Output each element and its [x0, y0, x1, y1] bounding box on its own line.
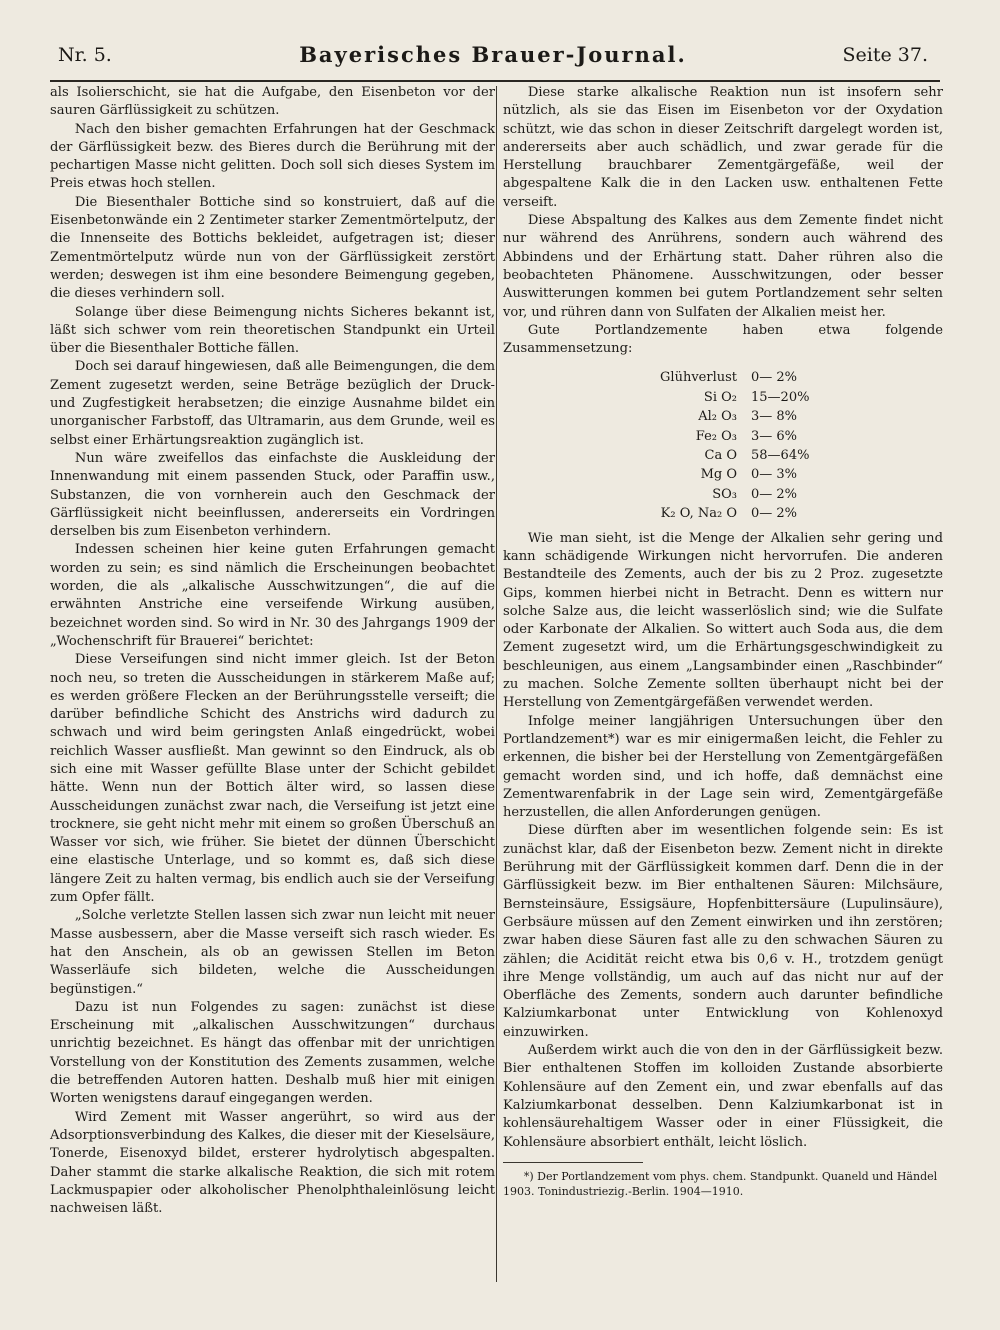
paragraph: „Solche verletzte Stellen lassen sich zwar nun leicht mit neuer Masse ausbessern, aber die Masse verseift sich rasch wieder. Es hat den Anschein, als ob an gewissen Stellen im Beton Wasserläufe sich bildeten, welche die Ausscheidungen begünstigen.“ [50, 908, 495, 997]
component-label: Fe₂ O₃ [695, 428, 737, 444]
component-label: Glühverlust [660, 370, 737, 386]
composition-row [653, 427, 809, 446]
paragraph: Doch sei darauf hingewiesen, daß alle Beimengungen, die dem Zement zugesetzt werden, seine Beträge bezüglich der Druck- und Zugfestigkeit herabsetzen; die einzige Ausnahme bildet ein unorganischer Farbstoff, das Ultramarin, aus dem Grunde, weil es selbst einer Erhärtungsreaktion zugänglich ist. [50, 359, 495, 448]
paragraph: Diese starke alkalische Reaktion nun ist insofern sehr nützlich, als sie das Eisen im Eisenbeton vor der Oxydation schützt, wie das schon in dieser Zeitschrift dargelegt worden ist, andererseits aber auch schädlich, und zwar gerade für die Herstellung brauchbarer Zementgärgefäße, weil der abgespaltene Kalk die in den Lacken usw. enthaltenen Fette verseift. [503, 85, 943, 210]
composition-row [653, 407, 809, 426]
component-range: 0— 2% [751, 506, 798, 522]
composition-row [653, 465, 809, 484]
footnote: *) Der Portlandzement vom phys. chem. Standpunkt. Quaneld und Händel 1903. Tonindustriezig.-Berlin. 1904—1910. [503, 1169, 938, 1198]
composition-row [653, 504, 809, 523]
paragraph: Solange über diese Beimengung nichts Sicheres bekannt ist, läßt sich schwer vom rein theoretischen Standpunkt ein Urteil über die Biesenthaler Bottiche fällen. [50, 304, 495, 357]
composition-row [653, 368, 809, 387]
composition-row [653, 446, 809, 465]
component-range: 3— 6% [751, 428, 798, 444]
component-range: 0— 2% [751, 370, 798, 386]
paragraph: Diese dürften aber im wesentlichen folgende sein: Es ist zunächst klar, daß der Eisenbeton bezw. Zement nicht in direkte Berührung mit der Gärflüssigkeit kommen darf. Denn die in der Gärflüssigkeit bezw. im Bier enthaltenen Säuren: Milchsäure, Bernsteinsäure, Essigsäure, Hopfenbittersäure (Lupulinsäure), Gerbsäure müssen auf den Zement einwirken und ihn zerstören; zwar haben diese Säuren fast alle zu den schwachen Säuren zu zählen; die Acidität reicht etwa bis 0,6 v. H., trotzdem genügt ihre Menge vollständig, um auch auf das nicht nur auf der Oberfläche des Zements, sondern auch darunter befindliche Kalziumkarbonat unter Entwicklung von Kohlenoxyd einzuwirken. [503, 823, 943, 1040]
composition-table [653, 368, 809, 523]
component-range: 3— 8% [751, 409, 798, 425]
component-label: Al₂ O₃ [698, 409, 737, 425]
paragraph: Nach den bisher gemachten Erfahrungen hat der Geschmack der Gärflüssigkeit bezw. des Bieres durch die Berührung mit der pechartigen Masse nicht gelitten. Doch soll sich dieses System im Preis etwas hoch stellen. [50, 121, 495, 192]
component-range: 58—64% [751, 448, 810, 464]
paragraph: als Isolierschicht, sie hat die Aufgabe, den Eisenbeton vor der sauren Gärflüssigkeit zu schützen. [50, 85, 495, 119]
component-label: Ca O [704, 448, 737, 464]
footnote-rule [503, 1162, 643, 1163]
paragraph: Wird Zement mit Wasser angerührt, so wird aus der Adsorptionsverbindung des Kalkes, die dieser mit der Kieselsäure, Tonerde, Eisenoxyd bildet, ersterer hydrolytisch abgespalten. Daher stammt die starke alkalische Reaktion, die sich mit rotem Lackmuspapier oder alkoholischer Phenolphthaleinlösung leicht nachweisen läßt. [50, 1109, 495, 1217]
paragraph: Wie man sieht, ist die Menge der Alkalien sehr gering und kann schädigende Wirkungen nicht hervorrufen. Die anderen Bestandteile des Zements, auch der bis zu 2 Proz. zugesetzte Gips, kommen hierbei nicht in Betracht. Denn es wittern nur solche Salze aus, die leicht wasserlöslich sind; wie die Sulfate oder Karbonate der Alkalien. So wittert auch Soda aus, die dem Zement zugesetzt wird, um die Erhärtungsgeschwindigkeit zu beschleunigen, aus einem „Langsambinder einen „Raschbinder“ zu machen. Solche Zemente sollten überhaupt nicht bei der Herstellung von Zementgärgefäßen verwendet werden. [503, 530, 943, 711]
component-label: SO₃ [712, 486, 737, 502]
page-header [58, 44, 928, 76]
paragraph: Nun wäre zweifellos das einfachste die Auskleidung der Innenwandung mit einem passenden Stuck, oder Paraffin usw., Substanzen, die von vornherein auch den Geschmack der Gärflüssigkeit nicht beeinflussen, andererseits ein Vordringen derselben bis zum Eisenbeton verhindern. [50, 450, 495, 540]
component-label: Mg O [700, 467, 737, 483]
component-range: 15—20% [751, 389, 810, 405]
issue-number: Nr. 5. [58, 44, 112, 66]
paragraph: Dazu ist nun Folgendes zu sagen: zunächst ist diese Erscheinung mit „alkalischen Ausschwitzungen“ durchaus unrichtig bezeichnet. Es hängt das offenbar mit der unrichtigen Vorstellung von der Konstitution des Zements zusammen, welche die betreffenden Autoren hatten. Deshalb muß hier mit einigen Worten wenigstens darauf eingegangen werden. [50, 999, 495, 1107]
paragraph: Außerdem wirkt auch die von den in der Gärflüssigkeit bezw. Bier enthaltenen Stoffen im kolloiden Zustande absorbierte Kohlensäure auf den Zement ein, und zwar ebenfalls auf das Kalziumkarbonat desselben. Denn Kalziumkarbonat ist in kohlensäurehaltigem Wasser oder in einer Flüssigkeit, die Kohlensäure absorbiert enthält, leicht löslich. [503, 1043, 943, 1150]
header-rule [50, 80, 940, 82]
composition-intro: Gute Portlandzemente haben etwa folgende Zusammensetzung: [503, 322, 943, 357]
component-label: Si O₂ [703, 389, 737, 405]
component-range: 0— 2% [751, 486, 798, 502]
left-column [50, 84, 495, 1218]
paragraph: Diese Verseifungen sind nicht immer gleich. Ist der Beton noch neu, so treten die Ausscheidungen in stärkerem Maße auf; es werden größere Flecken an der Berührungsstelle verseift; die darüber befindliche Schicht des Anstrichs wird dadurch zu schwach und wird beim geringsten Anlaß eingedrückt, wobei reichlich Wasser ausfließt. Man gewinnt so den Eindruck, als ob sich eine mit Wasser gefüllte Blase unter der Schicht gebildet hätte. Wenn nun der Bottich älter wird, so lassen diese Ausscheidungen zunächst zwar nach, die Verseifung ist jetzt eine trocknere, sie geht nicht mehr mit einem so großen Überschuß an Wasser vor sich, wie früher. Sie bietet der dünnen Überschicht eine elastische Unterlage, und so kommt es, daß sich diese längere Zeit zu halten vermag, bis endlich auch sie der Verseifung zum Opfer fällt. [50, 652, 495, 906]
component-label: K₂ O, Na₂ O [660, 506, 737, 522]
paragraph: Infolge meiner langjährigen Untersuchungen über den Portlandzement*) war es mir einigermaßen leicht, die Fehler zu erkennen, die bisher bei der Herstellung von Zementgärgefäßen gemacht worden sind, und ich hoffe, daß demnächst eine Zementwarenfabrik in der Lage sein wird, Zementgärgefäße herzustellen, die allen Anforderungen genügen. [503, 713, 943, 821]
composition-row [653, 388, 809, 407]
paragraph: Die Biesenthaler Bottiche sind so konstruiert, daß auf die Eisenbetonwände ein 2 Zentimeter starker Zementmörtelputz, der die Innenseite des Bottichs bekleidet, aufgetragen ist; dieser Zementmörtelputz würde nun von der Gärflüssigkeit zerstört werden; deswegen ist ihm eine besondere Beimengung gegeben, die dieses verhindern soll. [50, 194, 495, 302]
page-number: Seite 37. [842, 44, 928, 66]
journal-title: Bayerisches Brauer-Journal. [299, 42, 687, 67]
component-range: 0— 3% [751, 467, 798, 483]
column-divider [496, 86, 497, 1282]
paragraph: Indessen scheinen hier keine guten Erfahrungen gemacht worden zu sein; es sind nämlich die Erscheinungen beobachtet worden, die als „alkalische Ausschwitzungen“, die auf die erwähnten Anstriche eine verseifende Wirkung ausüben, bezeichnet worden sind. So wird in Nr. 30 des Jahrgangs 1909 der „Wochenschrift für Brauerei“ berichtet: [50, 542, 495, 649]
paragraph: Diese Abspaltung des Kalkes aus dem Zemente findet nicht nur während des Anrührens, sondern auch während des Abbindens und der Erhärtung statt. Daher rühren also die beobachteten Phänomene. Ausschwitzungen, oder besser Auswitterungen kommen bei gutem Portlandzement sehr selten vor, und rühren dann von Sulfaten der Alkalien meist her. [503, 213, 943, 320]
composition-row [653, 485, 809, 504]
right-column [503, 84, 943, 1199]
